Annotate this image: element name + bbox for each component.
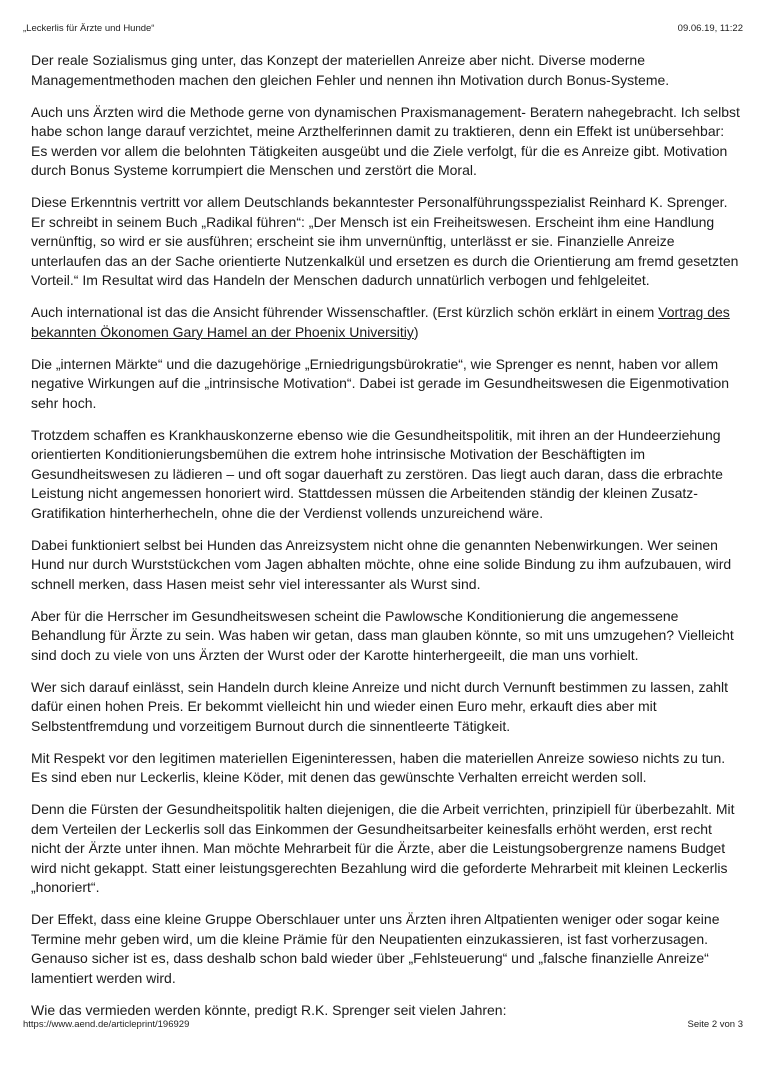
lecture-link[interactable]: Vortrag des bekannten Ökonomen Gary Hamel an der Phoenix Universitiy [31,304,730,340]
paragraph-10: Mit Respekt vor den legitimen materiellen Eigeninteressen, haben die materiellen Anreize sowieso nichts zu tun. Es sind eben nur Leckerlis, kleine Köder, mit denen das gewünschte Verhalten erreicht werden soll. [31,749,726,785]
paragraph-6: Trotzdem schaffen es Krankhauskonzerne ebenso wie die Gesundheitspolitik, mit ihren an der Hundeerziehung orientierten Konditionierungsbemühen die extrem hohe intrinsische Motivation der Beschäftigten im Gesundheitswesen zu lädieren – und oft sogar dauerhaft zu zerstören. Das liegt auch daran, dass die erbrachte Leistung nicht angemessen honoriert wird. Stattdessen müssen die Arbeitenden ständig der kleinen Zusatz-Gratifikation hinterherhecheln, ohne die der Verdienst vollends unzureichend wäre. [31,426,723,521]
paragraph-4-end: ) [413,323,419,340]
paragraph-1: Der reale Sozialismus ging unter, das Konzept der materiellen Anreize aber nicht. Diverse moderne Managementmethoden machen den gleichen Fehler und nennen ihn Motivation durch Bonus-Systeme. [31,52,670,88]
paragraph-9: Wer sich darauf einlässt, sein Handeln durch kleine Anreize und nicht durch Vernunft bestimmen zu lassen, zahlt dafür einen hohen Preis. Er bekommt vielleicht hin und wieder einen Euro mehr, erkauft dies aber mit Selbstentfremdung und vorzeitigem Burnout durch die sinnentleerte Tätigkeit. [31,678,729,734]
paragraph-2: Auch uns Ärzten wird die Methode gerne von dynamischen Praxismanagement- Beratern nahegebracht. Ich selbst habe schon lange darauf verzichtet, meine Arzthelferinnen damit zu traktieren, denn ein Effekt ist unübersehbar: Es werden vor allem die belohnten Tätigkeiten ausgeübt und die Ziele verfolgt, für die es Anreize gibt. Motivation durch Bonus Systeme korrumpiert die Menschen und zerstört die Moral. [31,103,740,178]
page-number: Seite 2 von 3 [687,1019,743,1030]
paragraph-7: Dabei funktioniert selbst bei Hunden das Anreizsystem nicht ohne die genannten Nebenwirkungen. Wer seinen Hund nur durch Wurststückchen vom Jagen abhalten möchte, ohne eine solide Bindung zu ihm aufzubauen, wird schnell merken, dass Hasen meist sehr viel interessanter als Wurst sind. [31,536,732,592]
paragraph-5: Die „internen Märkte“ und die dazugehörige „Erniedrigungsbürokratie“, wie Sprenger es nennt, haben vor allem negative Wirkungen auf die „intrinsische Motivation“. Dabei ist gerade im Gesundheitswesen die Eigenmotivation sehr hoch. [31,355,730,411]
paragraph-3: Diese Erkenntnis vertritt vor allem Deutschlands bekanntester Personalführungsspezialist Reinhard K. Sprenger. Er schreibt in seinem Buch „Radikal führen“: „Der Mensch ist ein Freiheitswesen. Erscheint ihm eine Handlung vernünftig, so wird er sie ausführen; erscheint sie ihm unvernünftig, unterlässt er sie. Finanzielle Anreize unterlaufen das an der Sache orientierte Nutzenkalkül und ersetzen es durch die Orientierung am fremd gesetzten Vorteil.“ Im Resultat wird das Handeln der Menschen dadurch unnatürlich verbogen und fehlgeleitet. [31,194,739,288]
paragraph-13: Wie das vermieden werden könnte, predigt R.K. Sprenger seit vielen Jahren: [31,1001,507,1018]
article-body [31,51,743,1033]
paragraph-12: Der Effekt, dass eine kleine Gruppe Oberschlauer unter uns Ärzten ihren Altpatienten weniger oder sogar keine Termine mehr geben wird, um die kleine Prämie für den Neupatienten einzukassieren, ist fast vorherzusagen. Genauso sicher ist es, dass deshalb schon bald wieder über „Fehlsteuerung“ und „falsche finanzielle Anreize“ lamentiert werden wird. [31,911,720,986]
article-url: https://www.aend.de/articleprint/196929 [23,1019,190,1030]
print-header [23,22,743,36]
paragraph-4-text: Auch international ist das die Ansicht führender Wissenschaftler. (Erst kürzlich schön erklärt in einem [31,304,659,320]
print-datetime: 09.06.19, 11:22 [677,23,743,34]
document-title: „Leckerlis für Ärzte und Hunde“ [23,23,155,34]
paragraph-11: Denn die Fürsten der Gesundheitspolitik halten diejenigen, die die Arbeit verrichten, prinzipiell für überbezahlt. Mit dem Verteilen der Leckerlis soll das Einkommen der Gesundheitsarbeiter keinesfalls erhöht werden, erst recht nicht der Ärzte unter ihnen. Man möchte Mehrarbeit für die Ärzte, aber die Leistungsobergrenze namens Budget wird nicht gekappt. Statt einer leistungsgerechten Bezahlung wird die geforderte Mehrarbeit mit kleinen Leckerlis „honoriert“. [31,801,735,895]
paragraph-4 [31,303,743,342]
paragraph-8: Aber für die Herrscher im Gesundheitswesen scheint die Pawlowsche Konditionierung die angemessene Behandlung für Ärzte zu sein. Was haben wir getan, dass man glauben könnte, so mit uns umzugehen? Vielleicht sind doch zu viele von uns Ärzten der Wurst oder der Karotte hinterhergeeilt, die man uns vorhielt. [31,607,734,663]
print-footer [23,1018,743,1032]
